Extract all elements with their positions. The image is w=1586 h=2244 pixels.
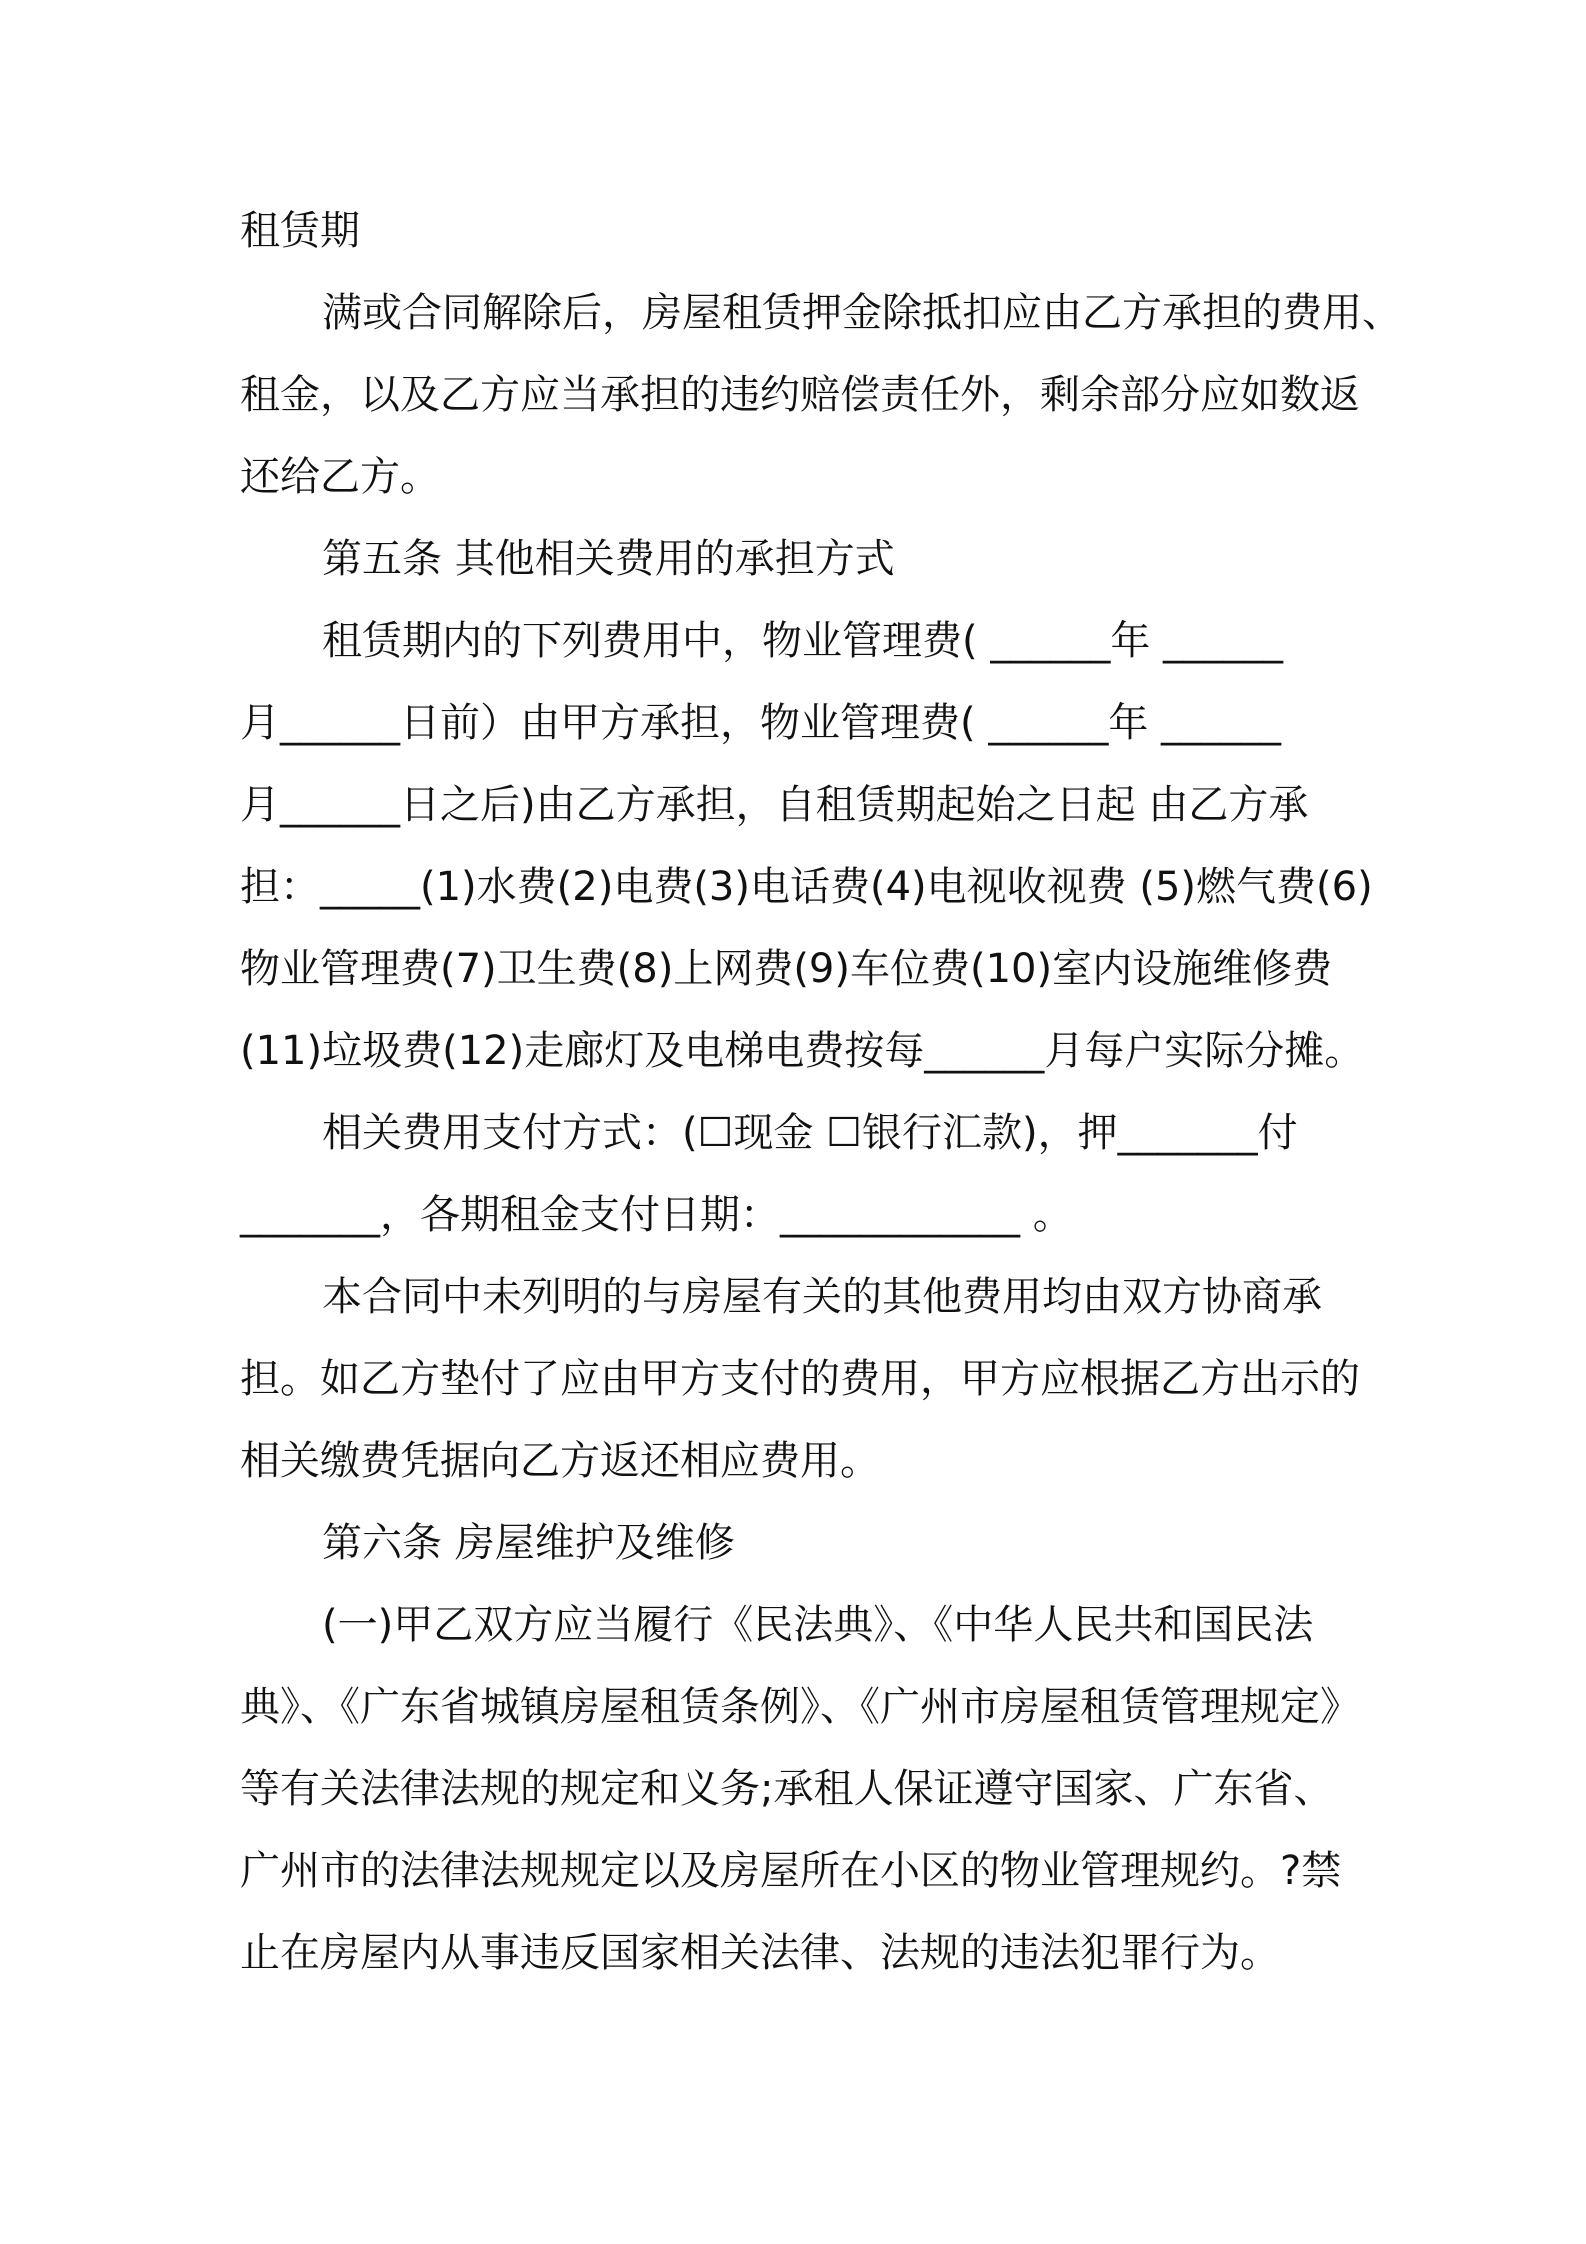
section-heading: 第六条 房屋维护及维修	[322, 1520, 735, 1566]
paragraph-line: 满或合同解除后，房屋租赁押金除抵扣应由乙方承担的费用、	[322, 290, 1402, 336]
paragraph-line: 相关缴费凭据向乙方返还相应费用。	[240, 1438, 880, 1484]
paragraph-line: 租金，以及乙方应当承担的违约赔偿责任外，剩余部分应如数返	[240, 372, 1360, 418]
paragraph-line: 等有关法律法规的规定和义务;承租人保证遵守国家、广东省、	[240, 1766, 1334, 1812]
paragraph-line: 本合同中未列明的与房屋有关的其他费用均由双方协商承	[322, 1274, 1322, 1320]
paragraph-line: 租赁期内的下列费用中，物业管理费( ______年 ______	[322, 618, 1284, 664]
paragraph-line: (一)甲乙双方应当履行《民法典》、《中华人民共和国民法	[322, 1602, 1314, 1648]
paragraph-line: 担：_____(1)水费(2)电费(3)电话费(4)电视收视费 (5)燃气费(6)	[240, 864, 1373, 910]
paragraph-line: 典》、《广东省城镇房屋租赁条例》、《广州市房屋租赁管理规定》	[240, 1684, 1360, 1730]
paragraph-line: (11)垃圾费(12)走廊灯及电梯电费按每______月每户实际分摊。	[240, 1028, 1365, 1074]
paragraph-line: 相关费用支付方式：(☐现金 ☐银行汇款)，押_______付	[322, 1110, 1298, 1156]
paragraph-line: 广州市的法律法规规定以及房屋所在小区的物业管理规约。?禁	[240, 1848, 1342, 1894]
paragraph-line: 还给乙方。	[240, 454, 440, 500]
paragraph-line: 物业管理费(7)卫生费(8)上网费(9)车位费(10)室内设施维修费	[240, 946, 1333, 992]
paragraph-line: 月______日之后)由乙方承担，自租赁期起始之日起 由乙方承	[240, 782, 1309, 828]
paragraph-line: 止在房屋内从事违反国家相关法律、法规的违法犯罪行为。	[240, 1930, 1280, 1976]
section-heading: 第五条 其他相关费用的承担方式	[322, 536, 895, 582]
paragraph-line: 租赁期	[240, 208, 360, 254]
paragraph-line: 担。如乙方垫付了应由甲方支付的费用，甲方应根据乙方出示的	[240, 1356, 1360, 1402]
paragraph-line: _______，各期租金支付日期：____________ 。	[240, 1192, 1073, 1238]
paragraph-line: 月______日前）由甲方承担，物业管理费( ______年 ______	[240, 700, 1282, 746]
document-page	[240, 190, 1402, 1994]
